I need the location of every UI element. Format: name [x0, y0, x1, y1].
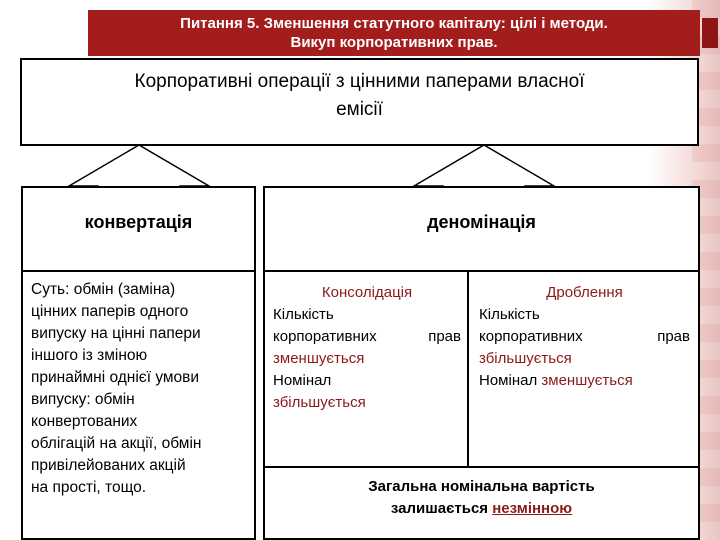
conversion-text-line: привілейованих акцій: [31, 457, 186, 474]
total-line-1: Загальна номінальна вартість: [368, 478, 595, 495]
split-line: Кількість: [479, 306, 540, 323]
total-value-box: [263, 466, 700, 540]
split-box: [467, 270, 700, 468]
denomination-heading-box: [263, 186, 700, 272]
consolidation-change: збільшується: [273, 394, 366, 411]
split-title: Дроблення: [546, 284, 623, 301]
split-change: збільшується: [479, 350, 572, 367]
conversion-text-line: Суть: обмін (заміна): [31, 281, 176, 298]
conversion-text-line: випуску: обмін: [31, 391, 135, 408]
header-line-2: Викуп корпоративних прав.: [290, 34, 498, 51]
conversion-text-line: принаймні однієї умови: [31, 369, 200, 386]
total-line-2-text: залишається: [390, 500, 493, 517]
conversion-text-line: на прості, тощо.: [31, 479, 147, 496]
conversion-text-line: конвертованих: [31, 413, 138, 430]
split-line: корпоративних прав: [479, 328, 690, 345]
conversion-text-line: іншого із зміною: [31, 347, 148, 364]
conversion-description-box: [21, 270, 256, 540]
conversion-text-line: облігацій на акції, обмін: [31, 435, 202, 452]
split-change: зменшується: [541, 372, 633, 389]
main-operations-box: [20, 58, 699, 146]
consolidation-line: Кількість: [273, 306, 334, 323]
total-unchanged: незмінною: [492, 500, 573, 517]
conversion-text-line: випуску на цінні папери: [31, 325, 201, 342]
conversion-title: конвертація: [84, 212, 193, 232]
main-title-line-1: Корпоративні операції з цінними паперами власної: [134, 71, 585, 92]
consolidation-line: Номінал: [273, 372, 332, 389]
conversion-heading-box: [21, 186, 256, 272]
denomination-title: деномінація: [427, 212, 536, 232]
consolidation-line: корпоративних прав: [273, 328, 461, 345]
arrow-to-conversion: [69, 145, 209, 188]
conversion-text-line: цінних паперів одного: [31, 303, 189, 320]
arrow-to-denomination: [414, 145, 554, 188]
header-line-1: Питання 5. Зменшення статутного капіталу: цілі і методи.: [180, 15, 608, 32]
consolidation-title: Консолідація: [321, 284, 413, 301]
split-nominal-label: Номінал: [479, 372, 542, 389]
consolidation-box: [263, 270, 469, 468]
total-line-2: [265, 498, 698, 520]
consolidation-change: зменшується: [273, 350, 365, 367]
split-line: [479, 370, 690, 392]
main-title-line-2: емісії: [336, 99, 383, 120]
